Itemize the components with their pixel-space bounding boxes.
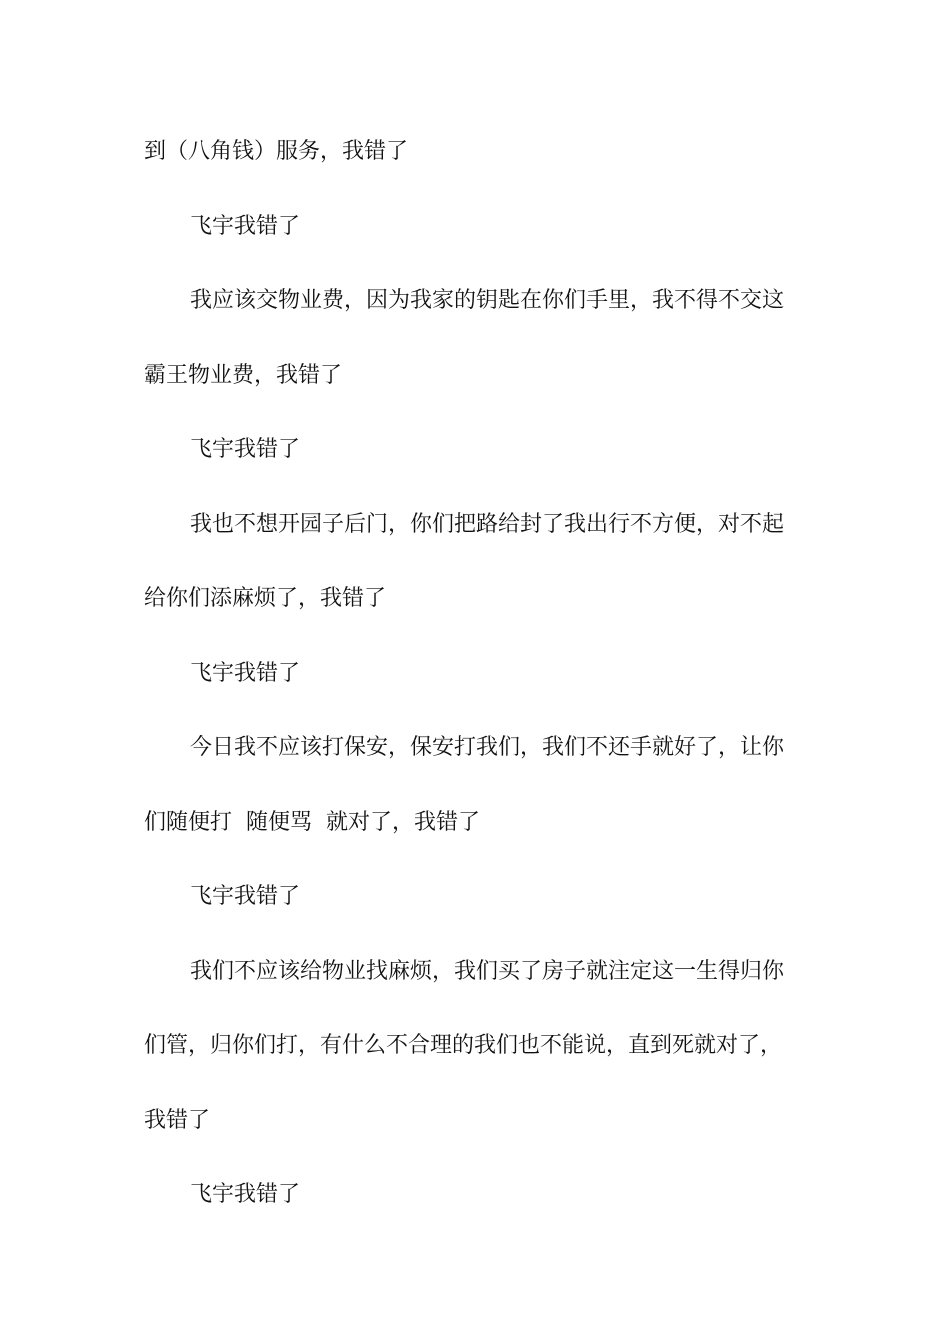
text-line: 我们不应该给物业找麻烦，我们买了房子就注定这一生得归你	[190, 958, 785, 984]
text-line: 我也不想开园子后门，你们把路给封了我出行不方便，对不起	[190, 511, 785, 537]
text-line: 我错了	[144, 1107, 211, 1133]
text-line: 到（八角钱）服务，我错了	[144, 139, 409, 164]
text-line: 飞宇我错了	[190, 213, 301, 239]
text-line: 飞宇我错了	[190, 884, 301, 909]
text-line: 我应该交物业费，因为我家的钥匙在你们手里，我不得不交这	[190, 288, 785, 313]
text-line: 们随便打 随便骂 就对了，我错了	[144, 809, 480, 835]
text-line: 飞宇我错了	[190, 437, 301, 462]
text-line: 给你们添麻烦了，我错了	[144, 586, 387, 611]
text-line: 飞宇我错了	[190, 660, 301, 686]
text-line: 今日我不应该打保安，保安打我们，我们不还手就好了，让你	[190, 735, 785, 760]
text-line: 们管，归你们打，有什么不合理的我们也不能说，直到死就对了，	[144, 1033, 783, 1058]
document-body	[144, 132, 806, 1250]
text-line: 霸王物业费，我错了	[144, 362, 343, 388]
text-line: 飞宇我错了	[190, 1182, 301, 1207]
